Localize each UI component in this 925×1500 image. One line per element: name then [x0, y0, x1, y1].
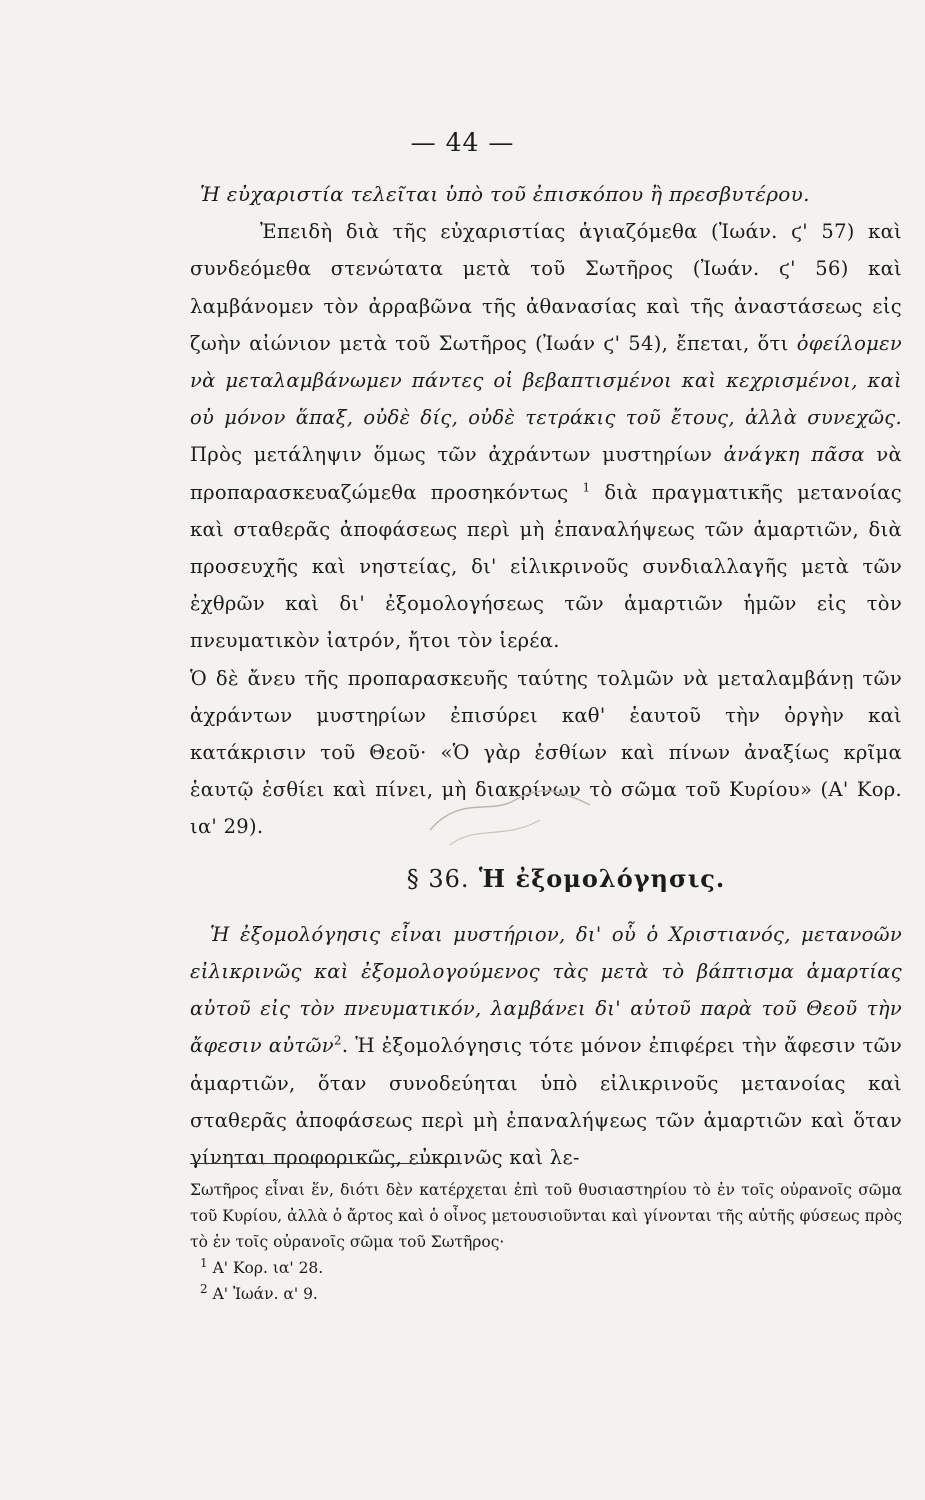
footnote-2: [190, 1281, 902, 1307]
footnote-1-mark: 1: [200, 1255, 208, 1270]
lead-italic: Ἡ εὐχαριστία τελεῖται ὑπὸ τοῦ ἐπισκόπου ἢ πρεσβυτέρου.: [200, 182, 810, 206]
footnote-continuation: Σωτῆρος εἶναι ἕν, διότι δὲν κατέρχεται ἐπὶ τοῦ θυσιαστηρίου τὸ ἐν τοῖς οὐρανοῖς σῶμα τοῦ Κυρίου, ἀλλὰ ὁ ἄρτος καὶ ὁ οἶνος μετουσιοῦνται καὶ γίνονται τῆς αὐτῆς φύσεως πρὸς τὸ ἐν τοῖς οὐρανοῖς σῶμα τοῦ Σωτῆρος·: [190, 1181, 902, 1251]
paragraph-confession: [190, 916, 902, 1176]
page-number: — 44 —: [410, 128, 515, 157]
footnote-2-text: Α' Ἰωάν. α' 9.: [212, 1285, 318, 1303]
paragraph-eucharist-part4: διὰ πραγματικῆς μετανοίας καὶ σταθερᾶς ἀποφάσεως περὶ μὴ ἐπαναλήψεως τῶν ἁμαρτιῶν, διὰ προσευχῆς καὶ νηστείας, δι' εἰλικρινοῦς συνδιαλλαγῆς μετὰ τῶν ἐχθρῶν καὶ δι' ἐξομολογήσεως τῶν ἁμαρτιῶν ἡμῶν εἰς τὸν πνευματικὸν ἰατρόν, ἤτοι τὸν ἱερέα.: [190, 480, 902, 653]
footnote-ref-1[interactable]: 1: [582, 480, 591, 495]
footnotes: [190, 1177, 902, 1307]
section-title: Ἡ ἐξομολόγησις.: [478, 863, 726, 893]
paragraph-eucharist-italic2: ἀνάγκη πᾶσα: [723, 443, 865, 467]
paragraph-eucharist-part2: Πρὸς μετάληψιν ὅμως τῶν ἀχράντων μυστηρίων: [190, 443, 713, 467]
paragraph-eucharist: [190, 213, 902, 659]
footnote-2-mark: 2: [200, 1281, 208, 1296]
main-text: [190, 176, 902, 1176]
section-heading: [190, 860, 902, 898]
paragraph-confession-italic: Ἡ ἐξομολόγησις εἶναι μυστήριον, δι' οὗ ὁ Χριστιανός, μετανοῶν εἰλικρινῶς καὶ ἐξομολογούμενος τὰς μετὰ τὸ βάπτισμα ἁμαρτίας αὐτοῦ εἰς τὸν πνευματικόν, λαμβάνει δι' αὐτοῦ παρὰ τοῦ Θεοῦ τὴν ἄφεσιν αὐτῶν: [190, 922, 902, 1058]
footnote-1-text: Α' Κορ. ια' 28.: [212, 1259, 324, 1277]
lead-sentence: [190, 176, 902, 213]
paragraph-eucharist-italic: ὀφείλομεν νὰ μεταλαμβάνωμεν πάντες οἱ βεβαπτισμένοι καὶ κεχρισμένοι, καὶ οὐ μόνον ἅπαξ, οὐδὲ δίς, οὐδὲ τετράκις τοῦ ἔτους, ἀλλὰ συνεχῶς.: [190, 331, 902, 430]
paragraph-warning-text: Ὁ δὲ ἄνευ τῆς προπαρασκευῆς ταύτης τολμῶν νὰ μεταλαμβάνῃ τῶν ἀχράντων μυστηρίων ἐπισύρει καθ' ἑαυτοῦ τὴν ὀργὴν καὶ κατάκρισιν τοῦ Θεοῦ· «Ὁ γὰρ ἐσθίων καὶ πίνων ἀναξίως κρῖμα ἑαυτῷ ἐσθίει καὶ πίνει, μὴ διακρίνων τὸ σῶμα τοῦ Κυρίου» (Α' Κορ. ια' 29).: [190, 666, 902, 839]
paragraph-warning: [190, 660, 902, 846]
footnote-divider: [190, 1163, 458, 1164]
footnote-1: [190, 1255, 902, 1281]
footnote-ref-2[interactable]: 2: [333, 1033, 342, 1048]
paragraph-eucharist-part3: νὰ προπαρασκευαζώμεθα προσηκόντως: [190, 443, 903, 504]
paragraph-confession-text: . Ἡ ἐξομολόγησις τότε μόνον ἐπιφέρει τὴν ἄφεσιν τῶν ἁμαρτιῶν, ὅταν συνοδεύηται ὑπὸ εἰλικρινοῦς μετανοίας καὶ σταθερᾶς ἀποφάσεως περὶ μὴ ἐπαναλήψεως τῶν ἁμαρτιῶν καὶ ὅταν γίνηται προφορικῶς, εὐκρινῶς καὶ λε-: [190, 1034, 902, 1170]
paragraph-eucharist-part1: Ἐπειδὴ διὰ τῆς εὐχαριστίας ἁγιαζόμεθα (Ἰωάν. ϛ' 57) καὶ συνδεόμεθα στενώτατα μετὰ τοῦ Σωτῆρος (Ἰωάν. ϛ' 56) καὶ λαμβάνομεν τὸν ἀρραβῶνα τῆς ἀθανασίας καὶ τῆς ἀναστάσεως εἰς ζωὴν αἰώνιον μετὰ τοῦ Σωτῆρος (Ἰωάν ϛ' 54), ἔπεται, ὅτι: [190, 220, 902, 355]
section-number: § 36.: [406, 864, 470, 893]
